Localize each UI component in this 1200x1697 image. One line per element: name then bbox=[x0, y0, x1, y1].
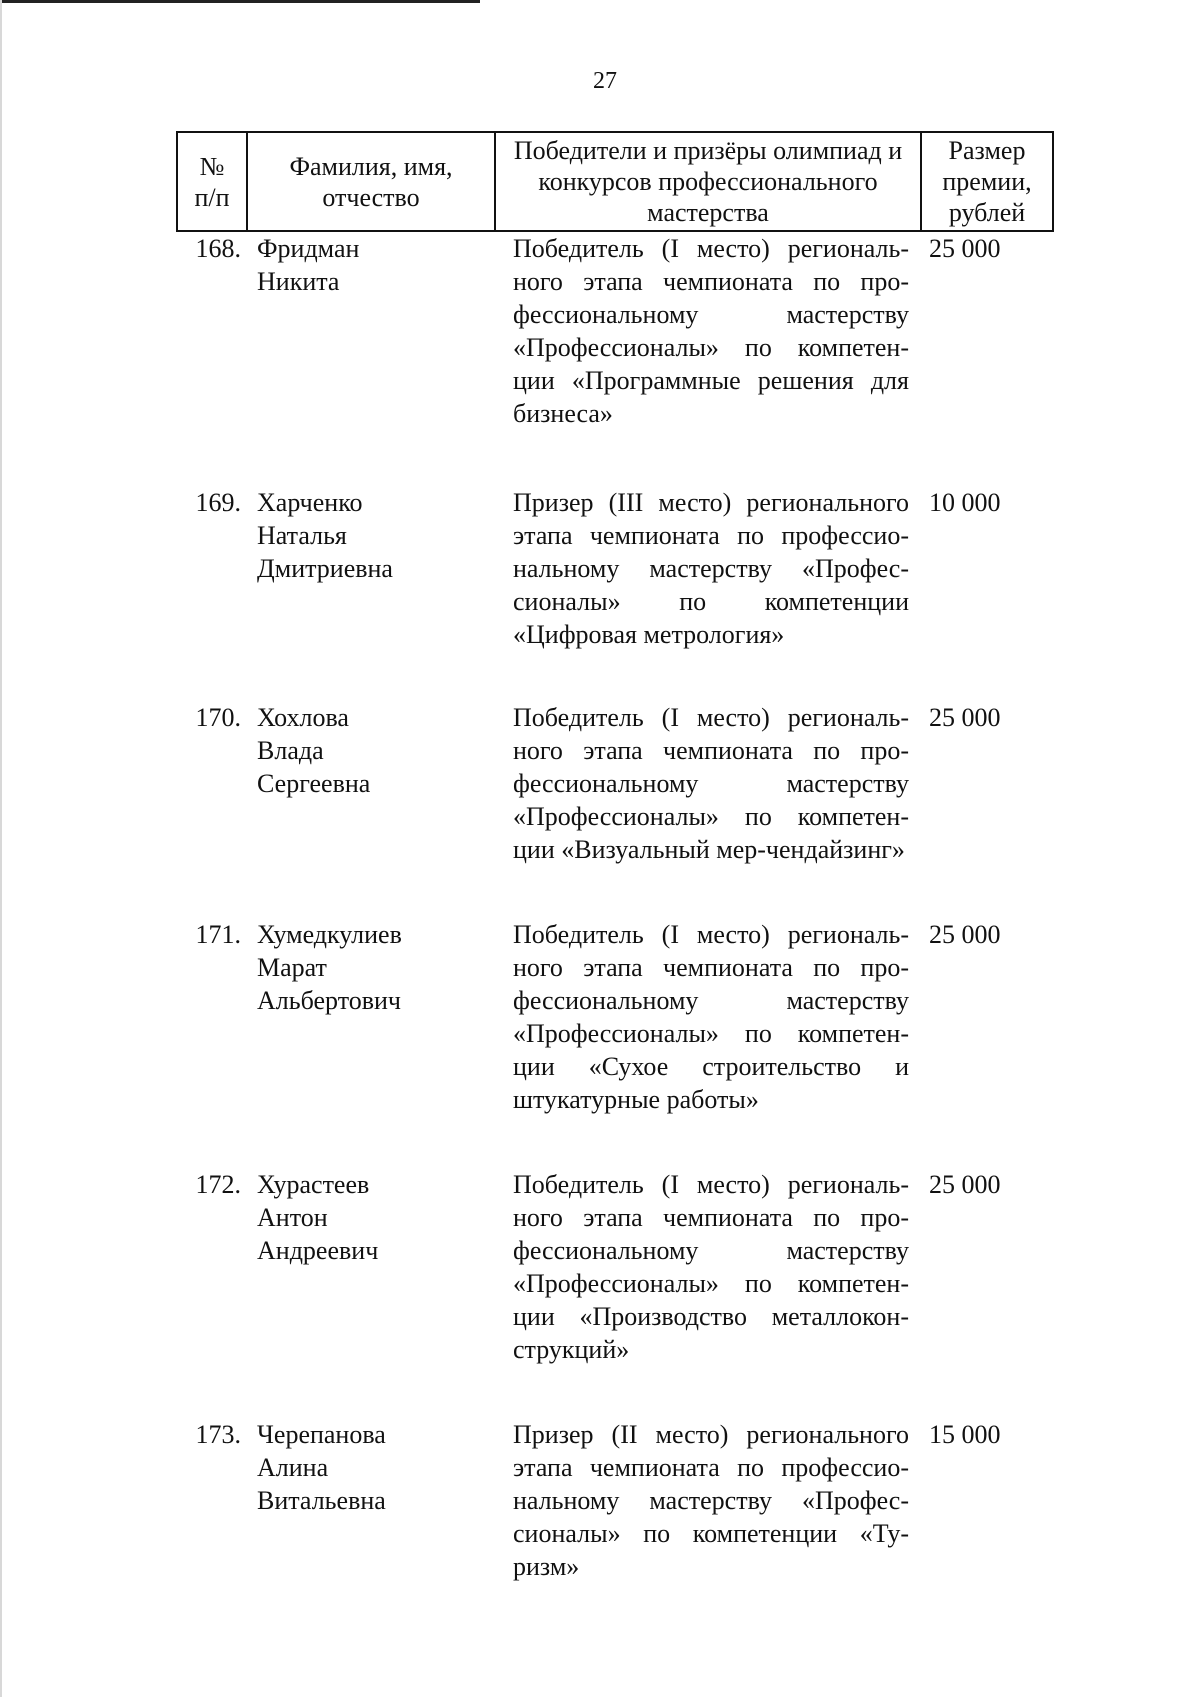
row-award-amount: 10 000 bbox=[929, 488, 1001, 517]
header-full-name bbox=[247, 132, 495, 231]
table-row bbox=[177, 231, 1053, 486]
scan-edge-line bbox=[0, 0, 480, 3]
row-achievement bbox=[495, 701, 921, 918]
row-achievement-text: Призер (III место) регионального этапа чемпионата по профессио-нальному мастерству «Профес-сионалы» по компетенции «Цифровая метрология» bbox=[513, 488, 909, 649]
header-achievement-label: Победители и призёры олимпиад и конкурсов профессионального мастерства bbox=[513, 136, 903, 227]
row-achievement-text: Призер (II место) регионального этапа чемпионата по профессио-нальному мастерству «Профес-сионалы» по компетенции «Ту-ризм» bbox=[513, 1420, 909, 1581]
row-award-amount: 25 000 bbox=[929, 1170, 1001, 1199]
row-number: 171. bbox=[195, 920, 241, 949]
row-number: 168. bbox=[195, 234, 241, 263]
header-achievement bbox=[495, 132, 921, 231]
row-full-name bbox=[247, 1418, 495, 1583]
row-achievement-text: Победитель (I место) региональ-ного этапа чемпионата по про-фессиональному мастерству «Профессионалы» по компетен-ции «Сухое строительство и штукатурные работы» bbox=[513, 920, 909, 1114]
row-full-name-text: Хурастеев Антон Андреевич bbox=[257, 1170, 379, 1265]
row-full-name-text: Черепанова Алина Витальевна bbox=[257, 1420, 386, 1515]
awards-table bbox=[176, 131, 1054, 1583]
header-award-amount-label: Размер премии, рублей bbox=[942, 136, 1032, 227]
row-number: 173. bbox=[195, 1420, 241, 1449]
row-achievement bbox=[495, 1168, 921, 1418]
table-row bbox=[177, 1418, 1053, 1583]
row-full-name-text: Хумедкулиев Марат Альбертович bbox=[257, 920, 402, 1015]
row-achievement bbox=[495, 486, 921, 701]
row-number: 172. bbox=[195, 1170, 241, 1199]
row-award-amount: 25 000 bbox=[929, 234, 1001, 263]
row-achievement-text: Победитель (I место) региональ-ного этапа чемпионата по про-фессиональному мастерству «Профессионалы» по компетен-ции «Программные решения для бизнеса» bbox=[513, 234, 909, 428]
header-number bbox=[177, 132, 247, 231]
table-row bbox=[177, 1168, 1053, 1418]
row-achievement-text: Победитель (I место) региональ-ного этапа чемпионата по про-фессиональному мастерству «Профессионалы» по компетен-ции «Производство металлокон-струкций» bbox=[513, 1170, 909, 1364]
table-row bbox=[177, 918, 1053, 1168]
row-achievement bbox=[495, 1418, 921, 1583]
row-full-name bbox=[247, 231, 495, 486]
table-body bbox=[177, 231, 1053, 1583]
header-award-amount bbox=[921, 132, 1053, 231]
table-header bbox=[177, 132, 1053, 231]
row-award-amount: 25 000 bbox=[929, 703, 1001, 732]
row-award-amount: 15 000 bbox=[929, 1420, 1001, 1449]
header-number-label: № п/п bbox=[194, 151, 230, 212]
row-award-amount: 25 000 bbox=[929, 920, 1001, 949]
row-full-name bbox=[247, 918, 495, 1168]
row-achievement bbox=[495, 918, 921, 1168]
scan-left-edge bbox=[0, 0, 2, 1697]
row-full-name bbox=[247, 701, 495, 918]
row-full-name bbox=[247, 1168, 495, 1418]
row-full-name-text: Харченко Наталья Дмитриевна bbox=[257, 488, 393, 583]
row-full-name bbox=[247, 486, 495, 701]
row-achievement-text: Победитель (I место) региональ-ного этапа чемпионата по про-фессиональному мастерству «Профессионалы» по компетен-ции «Визуальный мер-чендайзинг» bbox=[513, 703, 909, 864]
row-achievement bbox=[495, 231, 921, 486]
page-number: 27 bbox=[593, 68, 617, 94]
row-number: 169. bbox=[195, 488, 241, 517]
table-row bbox=[177, 701, 1053, 918]
row-full-name-text: Фридман Никита bbox=[257, 234, 360, 296]
row-full-name-text: Хохлова Влада Сергеевна bbox=[257, 703, 371, 798]
row-number: 170. bbox=[195, 703, 241, 732]
table-row bbox=[177, 486, 1053, 701]
header-full-name-label: Фамилия, имя, отчество bbox=[289, 151, 453, 212]
